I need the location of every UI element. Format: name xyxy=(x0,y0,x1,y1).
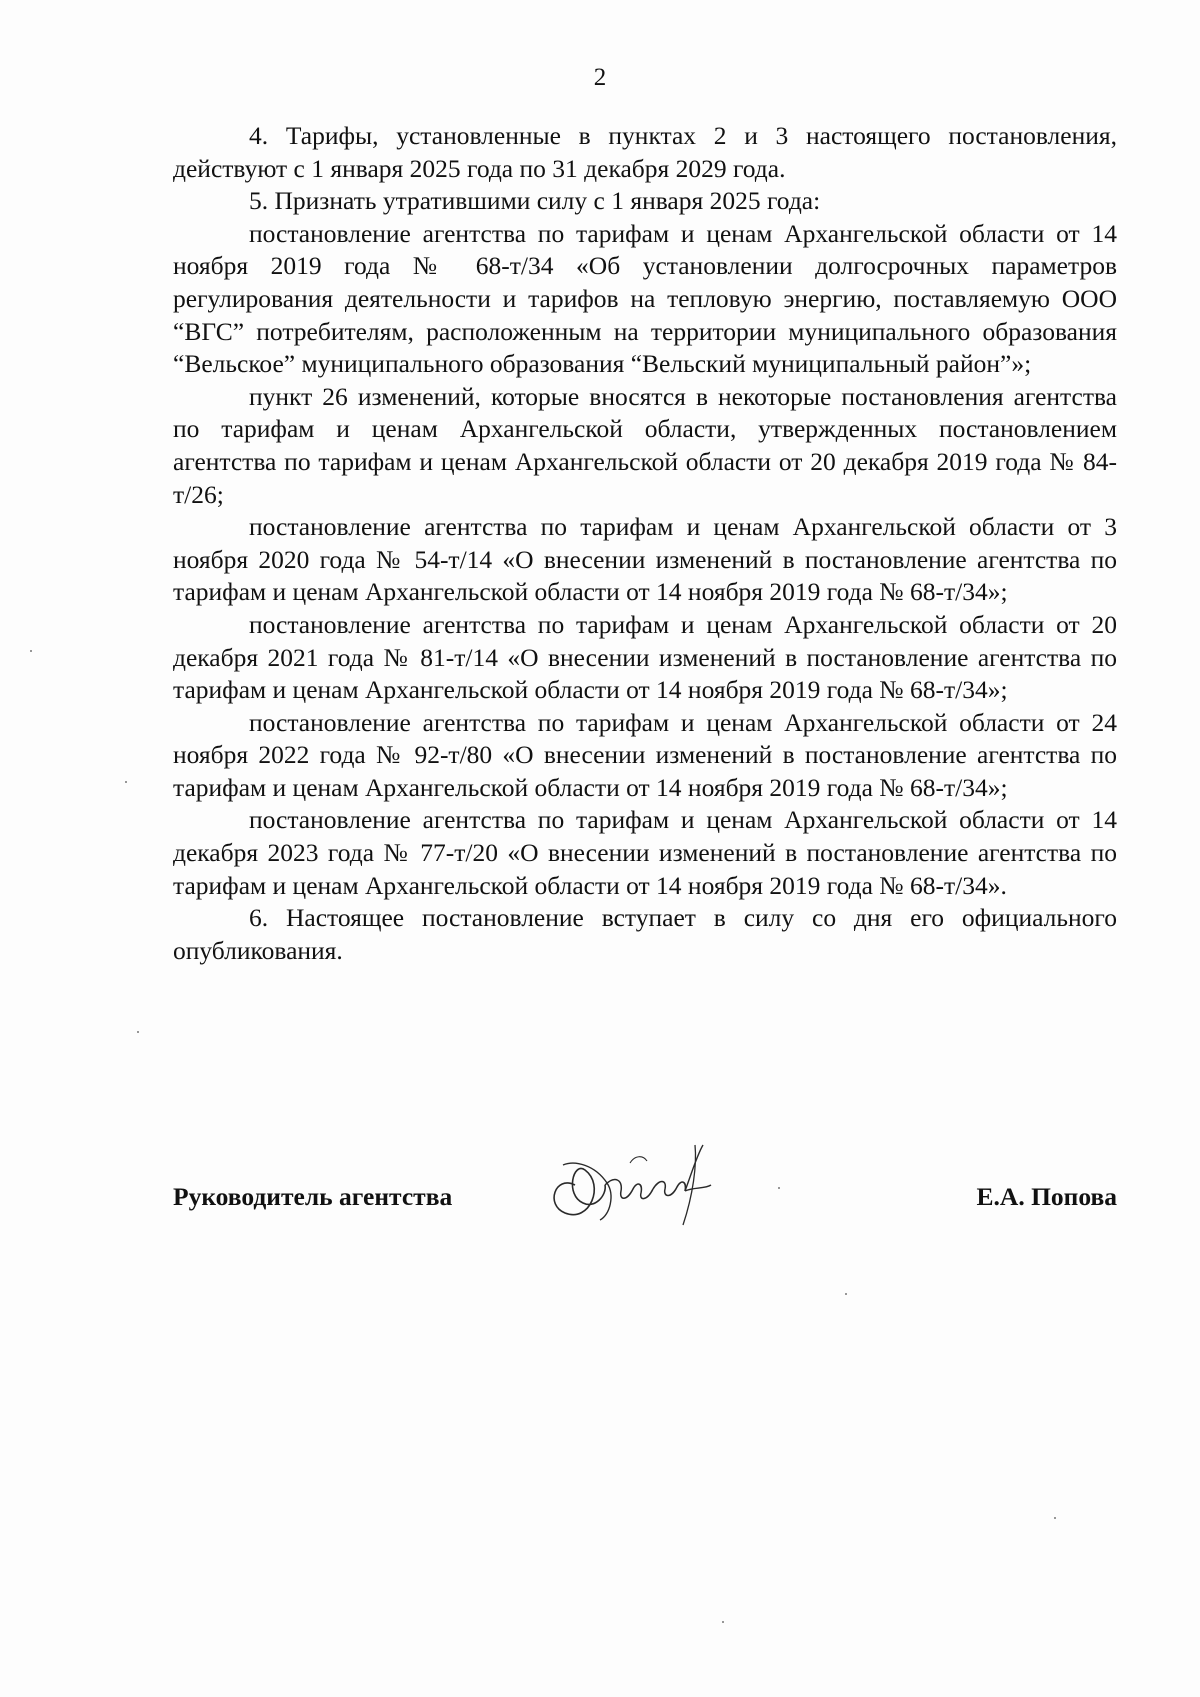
revoked-act-2022: постановление агентства по тарифам и ценам Архангельской области от 24 ноября 2022 года № 92-т/80 «О внесении изменений в постановление агентства по тарифам и ценам Архангельской области от 14 ноября 2019 года № 68-т/34»; xyxy=(173,707,1117,802)
scan-speck xyxy=(778,1187,780,1189)
page-number: 2 xyxy=(593,64,607,91)
scan-speck xyxy=(845,1293,847,1295)
revoked-act-2023: постановление агентства по тарифам и ценам Архангельской области от 14 декабря 2023 года № 77-т/20 «О внесении изменений в постановление агентства по тарифам и ценам Архангельской области от 14 ноября 2019 года № 68-т/34». xyxy=(173,805,1117,900)
scan-speck xyxy=(1054,1517,1056,1519)
handwritten-signature-icon xyxy=(535,1125,735,1235)
document-body xyxy=(173,120,1117,967)
revoked-act-2021: постановление агентства по тарифам и ценам Архангельской области от 20 декабря 2021 года № 81-т/14 «О внесении изменений в постановление агентства по тарифам и ценам Архангельской области от 14 ноября 2019 года № 68-т/34»; xyxy=(173,609,1117,705)
scan-speck xyxy=(722,1621,724,1623)
paragraph-item-6: 6. Настоящее постановление вступает в силу со дня его официального опубликования. xyxy=(173,903,1117,965)
scan-speck xyxy=(137,1031,139,1033)
signatory-name: Е.А. Попова xyxy=(976,1182,1117,1211)
revoked-act-2020: постановление агентства по тарифам и ценам Архангельской области от 3 ноября 2020 года № 54-т/14 «О внесении изменений в постановление агентства по тарифам и ценам Архангельской области от 14 ноября 2019 года № 68-т/34»; xyxy=(173,512,1117,607)
scan-speck xyxy=(125,781,127,783)
revoked-act-2019: постановление агентства по тарифам и ценам Архангельской области от 14 ноября 2019 года № 68-т/34 «Об установлении долгосрочных параметров регулирования деятельности и тарифов на тепловую энергию, поставляемую ООО “ВГС” потребителям, расположенным на территории муниципального образования “Вельское” муниципального образования “Вельский муниципальный район”»; xyxy=(173,218,1117,379)
paragraph-item-5: 5. Признать утратившими силу с 1 января 2025 года: xyxy=(249,186,821,216)
scan-speck xyxy=(30,650,32,652)
paragraph-item-4: 4. Тарифы, установленные в пунктах 2 и 3 настоящего постановления, действуют с 1 января 2025 года по 31 декабря 2029 года. xyxy=(173,121,1117,183)
revoked-act-point-26: пункт 26 изменений, которые вносятся в некоторые постановления агентства по тарифам и ценам Архангельской области, утвержденных постановлением агентства по тарифам и ценам Архангельской области от 20 декабря 2019 года № 84-т/26; xyxy=(173,381,1117,509)
signatory-title: Руководитель агентства xyxy=(173,1182,453,1211)
